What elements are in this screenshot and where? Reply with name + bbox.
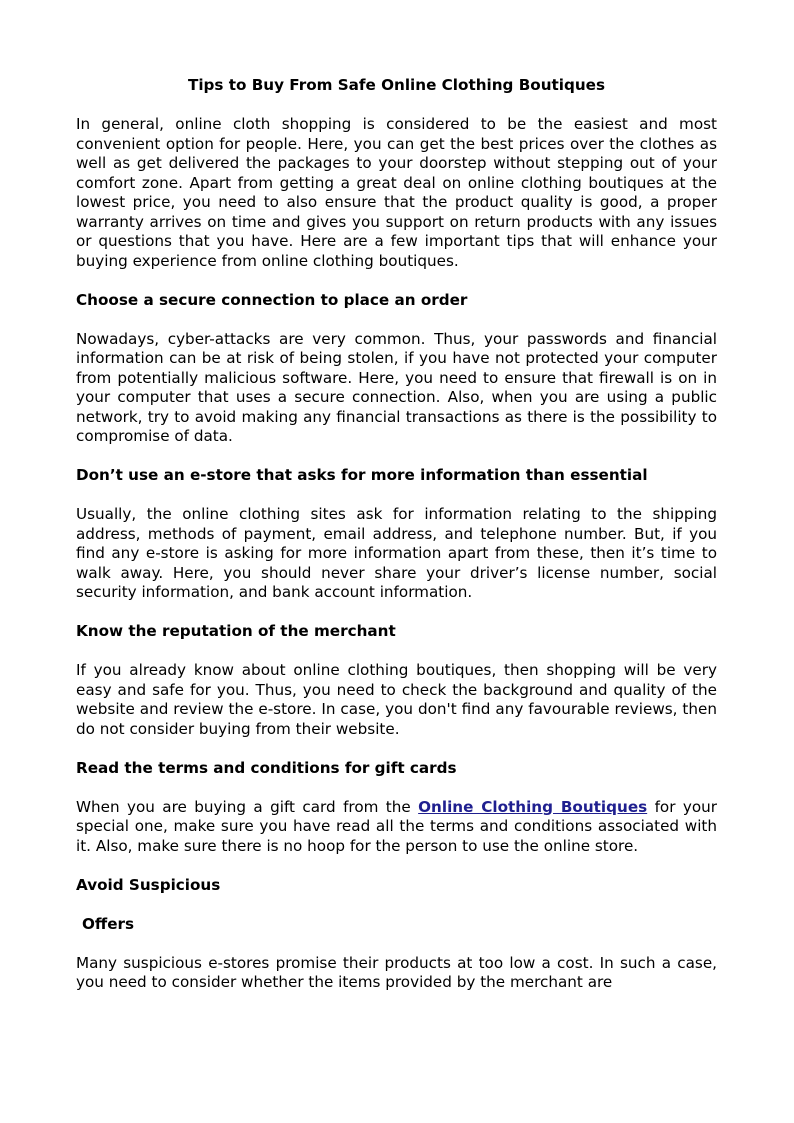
section-body-information: Usually, the online clothing sites ask for information relating to the shipping address, methods of payment, email address, and telephone number. But, if you find any e-store is asking for more information apart from these, then it’s time to walk away. Here, you should never share your driver’s license number, social security information, and bank account information. — [76, 505, 717, 601]
section-heading-reputation: Know the reputation of the merchant — [76, 622, 396, 640]
online-clothing-boutiques-link[interactable]: Online Clothing Boutiques — [418, 797, 648, 816]
section-body-gift-cards — [76, 798, 717, 857]
intro-paragraph: In general, online cloth shopping is considered to be the easiest and most convenient option for people. Here, you can get the best prices over the clothes as well as get delivered the packages to your doorstep without stepping out of your comfort zone. Apart from getting a great deal on online clothing boutiques at the lowest price, you need to also ensure that the product quality is good, a proper warranty arrives on time and gives you support on return products with any issues or questions that you have. Here are a few important tips that will enhance your buying experience from online clothing boutiques. — [76, 115, 717, 270]
section-body-reputation: If you already know about online clothing boutiques, then shopping will be very easy and safe for you. Thus, you need to check the background and quality of the website and review the e-store. In case, you don't find any favourable reviews, then do not consider buying from their website. — [76, 661, 717, 738]
document-title: Tips to Buy From Safe Online Clothing Boutiques — [187, 76, 606, 94]
gift-cards-text-after: for your special one, make sure you have read all the terms and conditions associated with it. Also, make sure there is no hoop for the person to use the online store. — [76, 797, 717, 855]
gift-cards-text-before: When you are buying a gift card from the — [76, 797, 419, 816]
section-heading-secure-connection: Choose a secure connection to place an order — [76, 290, 468, 309]
document-page — [76, 76, 717, 1012]
section-heading-offers: Offers — [82, 914, 135, 933]
section-heading-information: Don’t use an e-store that asks for more information than essential — [76, 466, 648, 484]
section-body-secure-connection: Nowadays, cyber-attacks are very common. Thus, your passwords and financial information can be at risk of being stolen, if you have not protected your computer from potentially malicious software. Here, you need to ensure that firewall is on in your computer that uses a secure connection. Also, when you are using a public network, try to avoid making any financial transactions as there is the possibility to compromise of data. — [76, 329, 717, 445]
section-heading-suspicious: Avoid Suspicious — [76, 875, 221, 894]
section-body-suspicious-offers: Many suspicious e-stores promise their products at too low a cost. In such a case, you need to consider whether the items provided by the merchant are — [76, 953, 717, 991]
section-heading-gift-cards: Read the terms and conditions for gift cards — [76, 758, 457, 777]
